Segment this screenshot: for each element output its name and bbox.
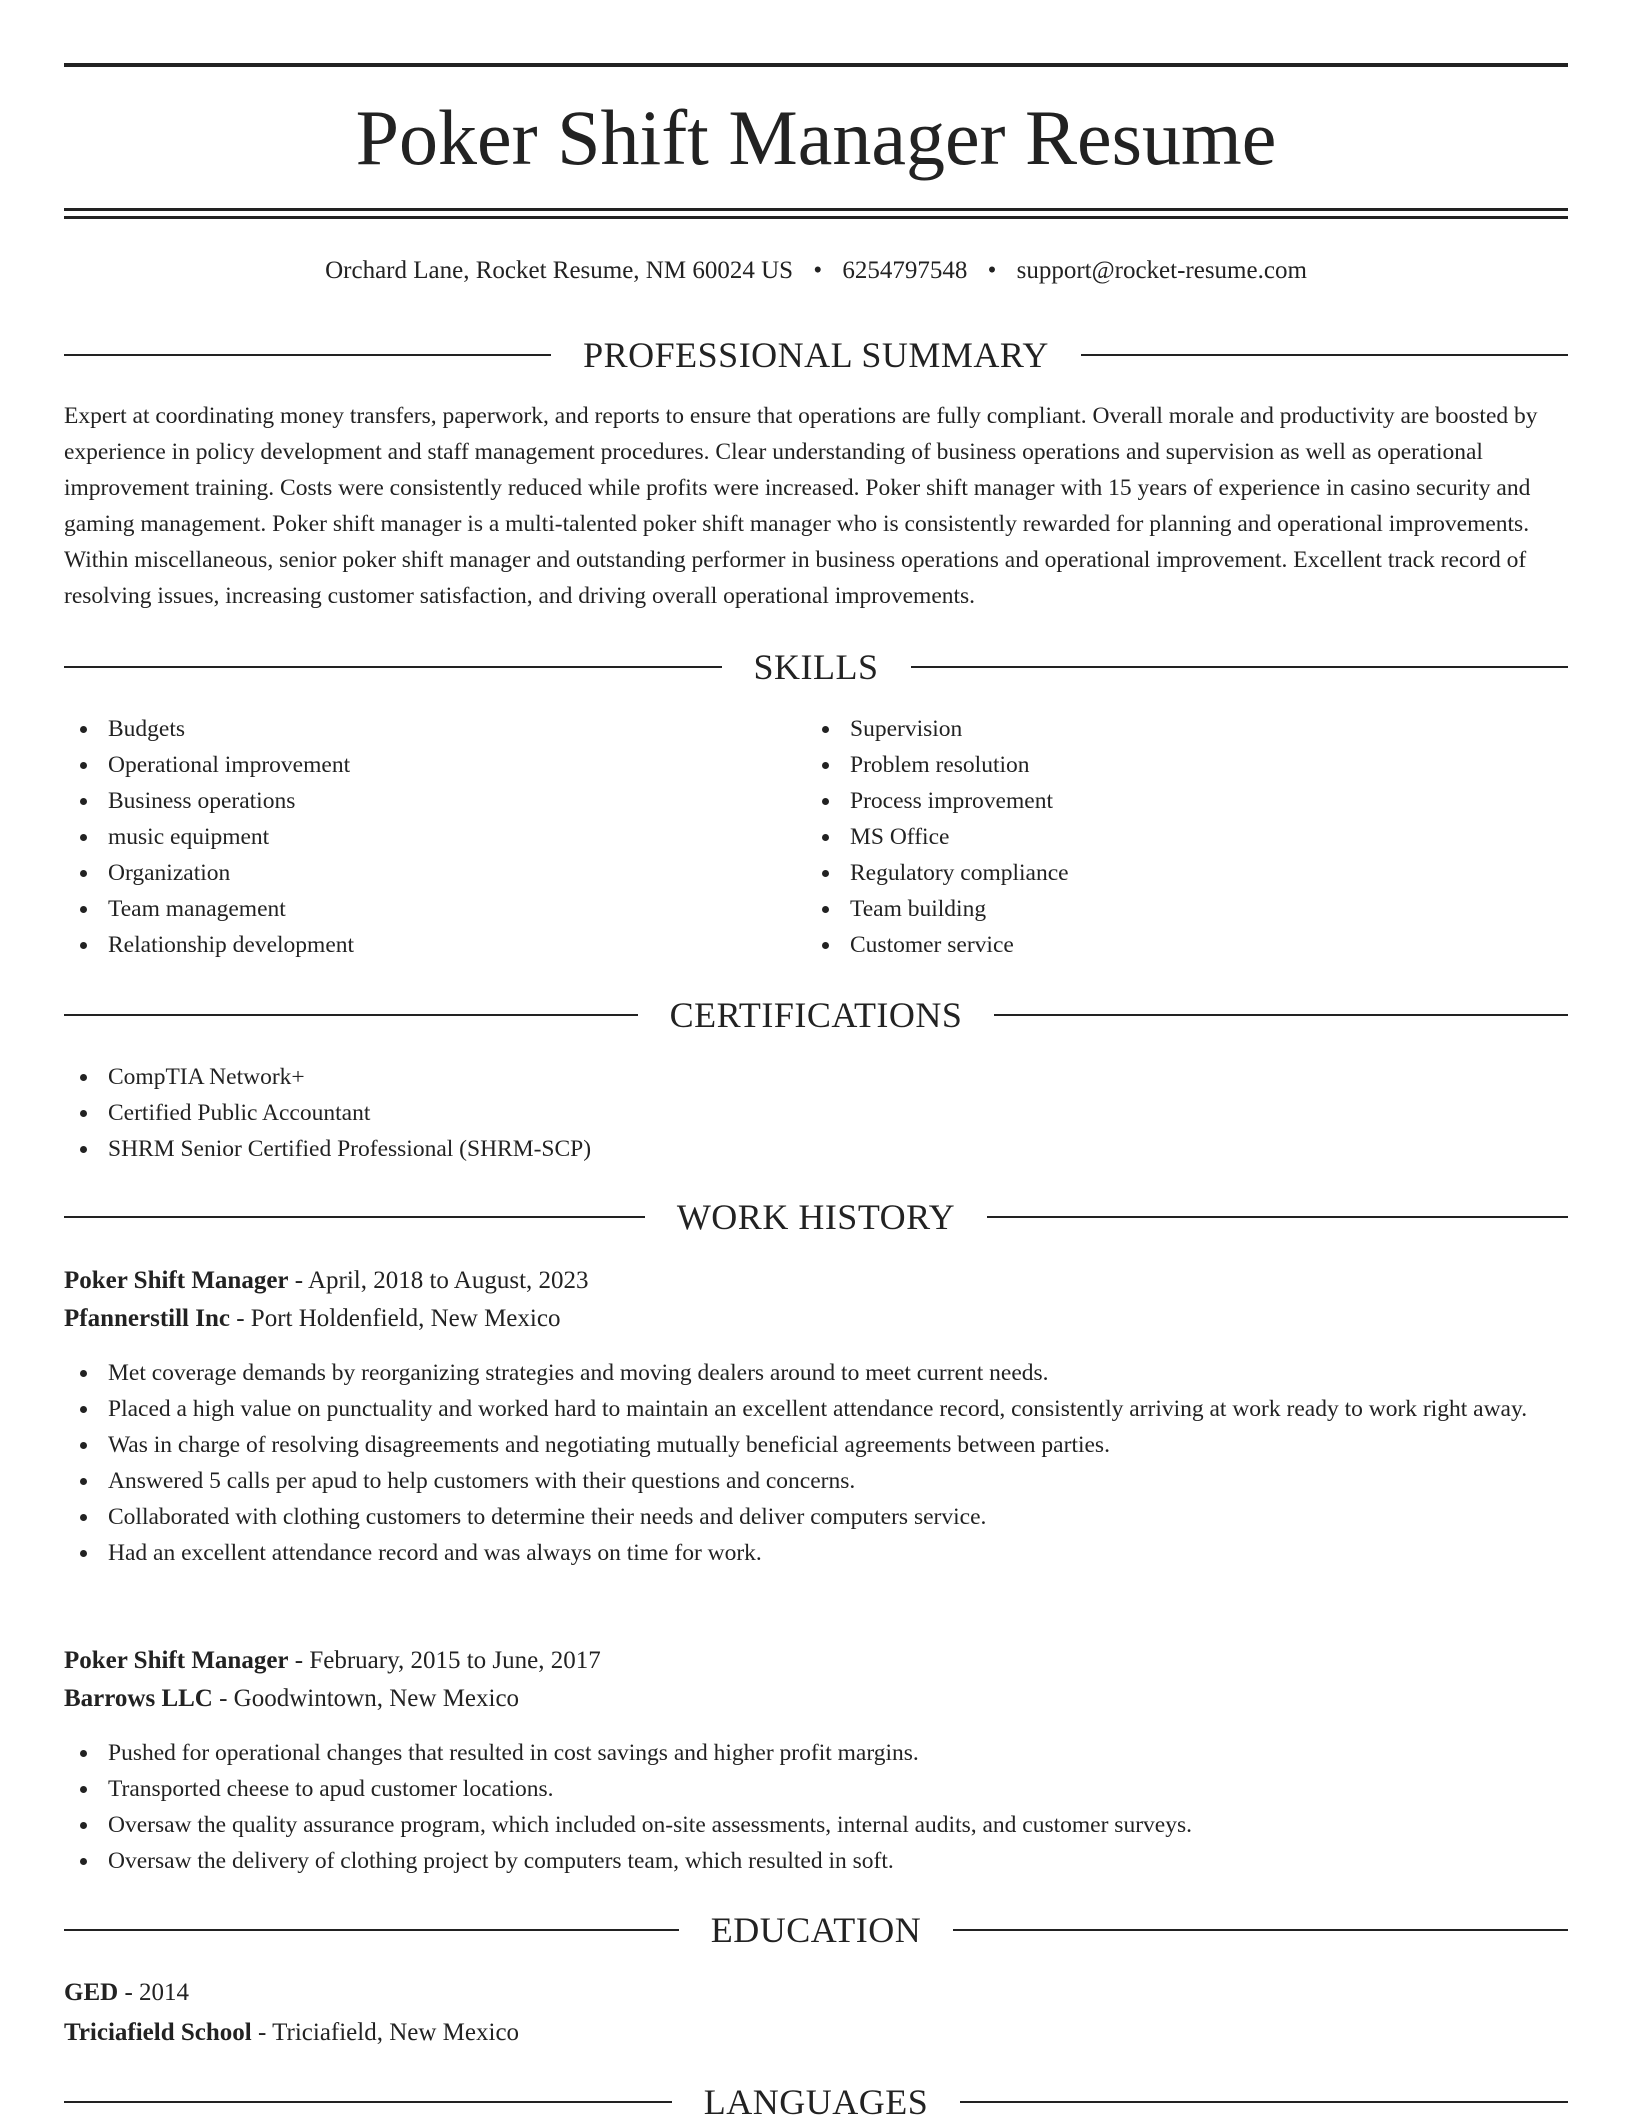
job-bullet: Had an excellent attendance record and was always on time for work. <box>64 1535 1568 1571</box>
section-header-work-history <box>64 1195 1568 1239</box>
divider-line <box>911 666 1569 668</box>
certification-item: SHRM Senior Certified Professional (SHRM-SCP) <box>64 1131 1568 1167</box>
divider-line <box>64 354 551 356</box>
job-location: - Port Holdenfield, New Mexico <box>229 1305 561 1332</box>
education-year: - 2014 <box>118 1979 190 2006</box>
top-rule <box>64 63 1568 67</box>
job-bullet: Answered 5 calls per apud to help customers with their questions and concerns. <box>64 1463 1568 1499</box>
skill-item: Relationship development <box>64 927 784 963</box>
job-bullets-list <box>64 1735 1568 1879</box>
divider-line <box>1081 354 1568 356</box>
skill-item: Supervision <box>806 711 1526 747</box>
job-title: Poker Shift Manager <box>64 1267 289 1294</box>
contact-address: Orchard Lane, Rocket Resume, NM 60024 US <box>325 257 794 284</box>
job-company: Pfannerstill Inc <box>64 1305 230 1332</box>
job-title-line <box>64 1642 1568 1680</box>
section-title: LANGUAGES <box>703 2082 929 2122</box>
section-header-certifications <box>64 993 1568 1037</box>
divider-line <box>994 1014 1568 1016</box>
education-school: Triciafield School <box>64 2019 252 2046</box>
section-header-skills <box>64 645 1568 689</box>
title-rule-upper <box>64 208 1568 211</box>
skill-item: Process improvement <box>806 783 1526 819</box>
education-location: - Triciafield, New Mexico <box>251 2019 520 2046</box>
divider-line <box>960 2101 1568 2103</box>
job-dates: - April, 2018 to August, 2023 <box>288 1267 589 1294</box>
job-bullet: Met coverage demands by reorganizing strategies and moving dealers around to meet current needs. <box>64 1355 1568 1391</box>
certifications-list <box>64 1059 1568 1167</box>
skill-item: Team management <box>64 891 784 927</box>
job-bullet: Transported cheese to apud customer locations. <box>64 1771 1568 1807</box>
skills-list-left <box>64 711 784 963</box>
contact-line <box>64 254 1568 288</box>
divider-line <box>953 1929 1568 1931</box>
job-company-line <box>64 1680 1568 1718</box>
job-company: Barrows LLC <box>64 1685 213 1712</box>
contact-separator: • <box>813 257 823 284</box>
job-company-line <box>64 1300 1568 1338</box>
job-title: Poker Shift Manager <box>64 1647 289 1674</box>
skill-item: Regulatory compliance <box>806 855 1526 891</box>
job-dates: - February, 2015 to June, 2017 <box>288 1647 601 1674</box>
job-bullet: Collaborated with clothing customers to determine their needs and deliver computers service. <box>64 1499 1568 1535</box>
divider-line <box>64 666 722 668</box>
summary-text: Expert at coordinating money transfers, paperwork, and reports to ensure that operations are fully compliant. Overall morale and productivity are boosted by experience in policy development and staff management procedures. Clear understanding of business operations and supervision as well as operational improvement training. Costs were consistently reduced while profits were increased. Poker shift manager with 15 years of experience in casino security and gaming management. Poker shift manager is a multi-talented poker shift manager who is consistently rewarded for planning and operational improvements. Within miscellaneous, senior poker shift manager and outstanding performer in business operations and operational improvement. Excellent track record of resolving issues, increasing customer satisfaction, and driving overall operational improvements. <box>64 403 1538 609</box>
job-bullets-list <box>64 1355 1568 1571</box>
job-title-line <box>64 1262 1568 1300</box>
contact-phone: 6254797548 <box>842 257 968 284</box>
divider-line <box>64 1929 679 1931</box>
section-header-summary <box>64 333 1568 377</box>
skill-item: MS Office <box>806 819 1526 855</box>
certification-item: Certified Public Accountant <box>64 1095 1568 1131</box>
divider-line <box>64 1014 638 1016</box>
skill-item: Budgets <box>64 711 784 747</box>
job-bullet: Placed a high value on punctuality and worked hard to maintain an excellent attendance record, consistently arriving at work ready to work right away. <box>64 1391 1568 1427</box>
job-location: - Goodwintown, New Mexico <box>212 1685 520 1712</box>
page-title: Poker Shift Manager Resume <box>355 94 1277 181</box>
job-bullet: Oversaw the quality assurance program, which included on-site assessments, internal audits, and customer surveys. <box>64 1807 1568 1843</box>
section-title: CERTIFICATIONS <box>669 995 963 1035</box>
title-rule-lower <box>64 216 1568 219</box>
contact-separator: • <box>987 257 997 284</box>
contact-email: support@rocket-resume.com <box>1016 257 1307 284</box>
education-degree-line <box>64 1973 1568 2013</box>
job-bullet: Oversaw the delivery of clothing project by computers team, which resulted in soft. <box>64 1843 1568 1879</box>
skill-item: Organization <box>64 855 784 891</box>
section-title: WORK HISTORY <box>676 1197 956 1237</box>
divider-line <box>987 1216 1568 1218</box>
education-school-line <box>64 2013 1568 2053</box>
divider-line <box>64 2101 672 2103</box>
skill-item: Team building <box>806 891 1526 927</box>
skills-list-right <box>806 711 1526 963</box>
section-header-languages <box>64 2080 1568 2124</box>
education-degree: GED <box>64 1979 119 2006</box>
skill-item: music equipment <box>64 819 784 855</box>
divider-line <box>64 1216 645 1218</box>
skill-item: Problem resolution <box>806 747 1526 783</box>
skill-item: Operational improvement <box>64 747 784 783</box>
section-header-education <box>64 1908 1568 1952</box>
skill-item: Customer service <box>806 927 1526 963</box>
job-bullet: Pushed for operational changes that resulted in cost savings and higher profit margins. <box>64 1735 1568 1771</box>
section-title: EDUCATION <box>710 1910 922 1950</box>
certification-item: CompTIA Network+ <box>64 1059 1568 1095</box>
section-title: SKILLS <box>753 647 879 687</box>
job-bullet: Was in charge of resolving disagreements and negotiating mutually beneficial agreements between parties. <box>64 1427 1568 1463</box>
section-title: PROFESSIONAL SUMMARY <box>583 335 1049 375</box>
skill-item: Business operations <box>64 783 784 819</box>
